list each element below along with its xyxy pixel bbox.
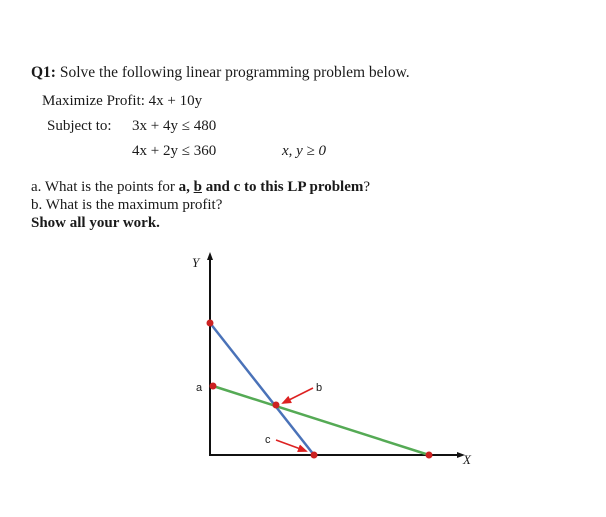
question-number: Q1: — [31, 64, 56, 81]
part-a-bold-b: b — [193, 179, 202, 195]
constraint-2: 4x + 2y ≤ 360 — [132, 143, 217, 159]
show-work-instruction: Show all your work. — [31, 215, 160, 231]
question-prompt: Solve the following linear programming problem below. — [59, 64, 410, 81]
arrow-to-c — [276, 440, 306, 451]
arrow-to-b — [283, 388, 313, 403]
nonnegativity-constraint: x, y ≥ 0 — [282, 143, 327, 159]
point-y-intercept-blue — [207, 320, 214, 327]
part-a-bold-2: and c to this LP problem — [201, 179, 364, 195]
constraint-line-green — [213, 386, 429, 455]
part-b-question: b. What is the maximum profit? — [31, 197, 223, 213]
x-axis-label: X — [463, 452, 471, 467]
point-label-c: c — [265, 434, 271, 446]
constraints-label: Subject to: — [47, 118, 112, 134]
point-x-intercept-green — [426, 452, 433, 459]
point-b — [273, 402, 280, 409]
constraint-1: 3x + 4y ≤ 480 — [132, 118, 217, 134]
part-a-suffix: ? — [363, 179, 371, 195]
y-axis-label: Y — [192, 255, 200, 270]
point-label-a: a — [196, 382, 203, 394]
part-a-prefix: a. What is the points for — [31, 179, 179, 195]
objective-function: Maximize Profit: 4x + 10y — [42, 93, 203, 109]
point-label-b: b — [316, 382, 323, 394]
point-a — [210, 383, 217, 390]
point-c — [311, 452, 318, 459]
part-a-bold-1: a, — [178, 179, 194, 195]
